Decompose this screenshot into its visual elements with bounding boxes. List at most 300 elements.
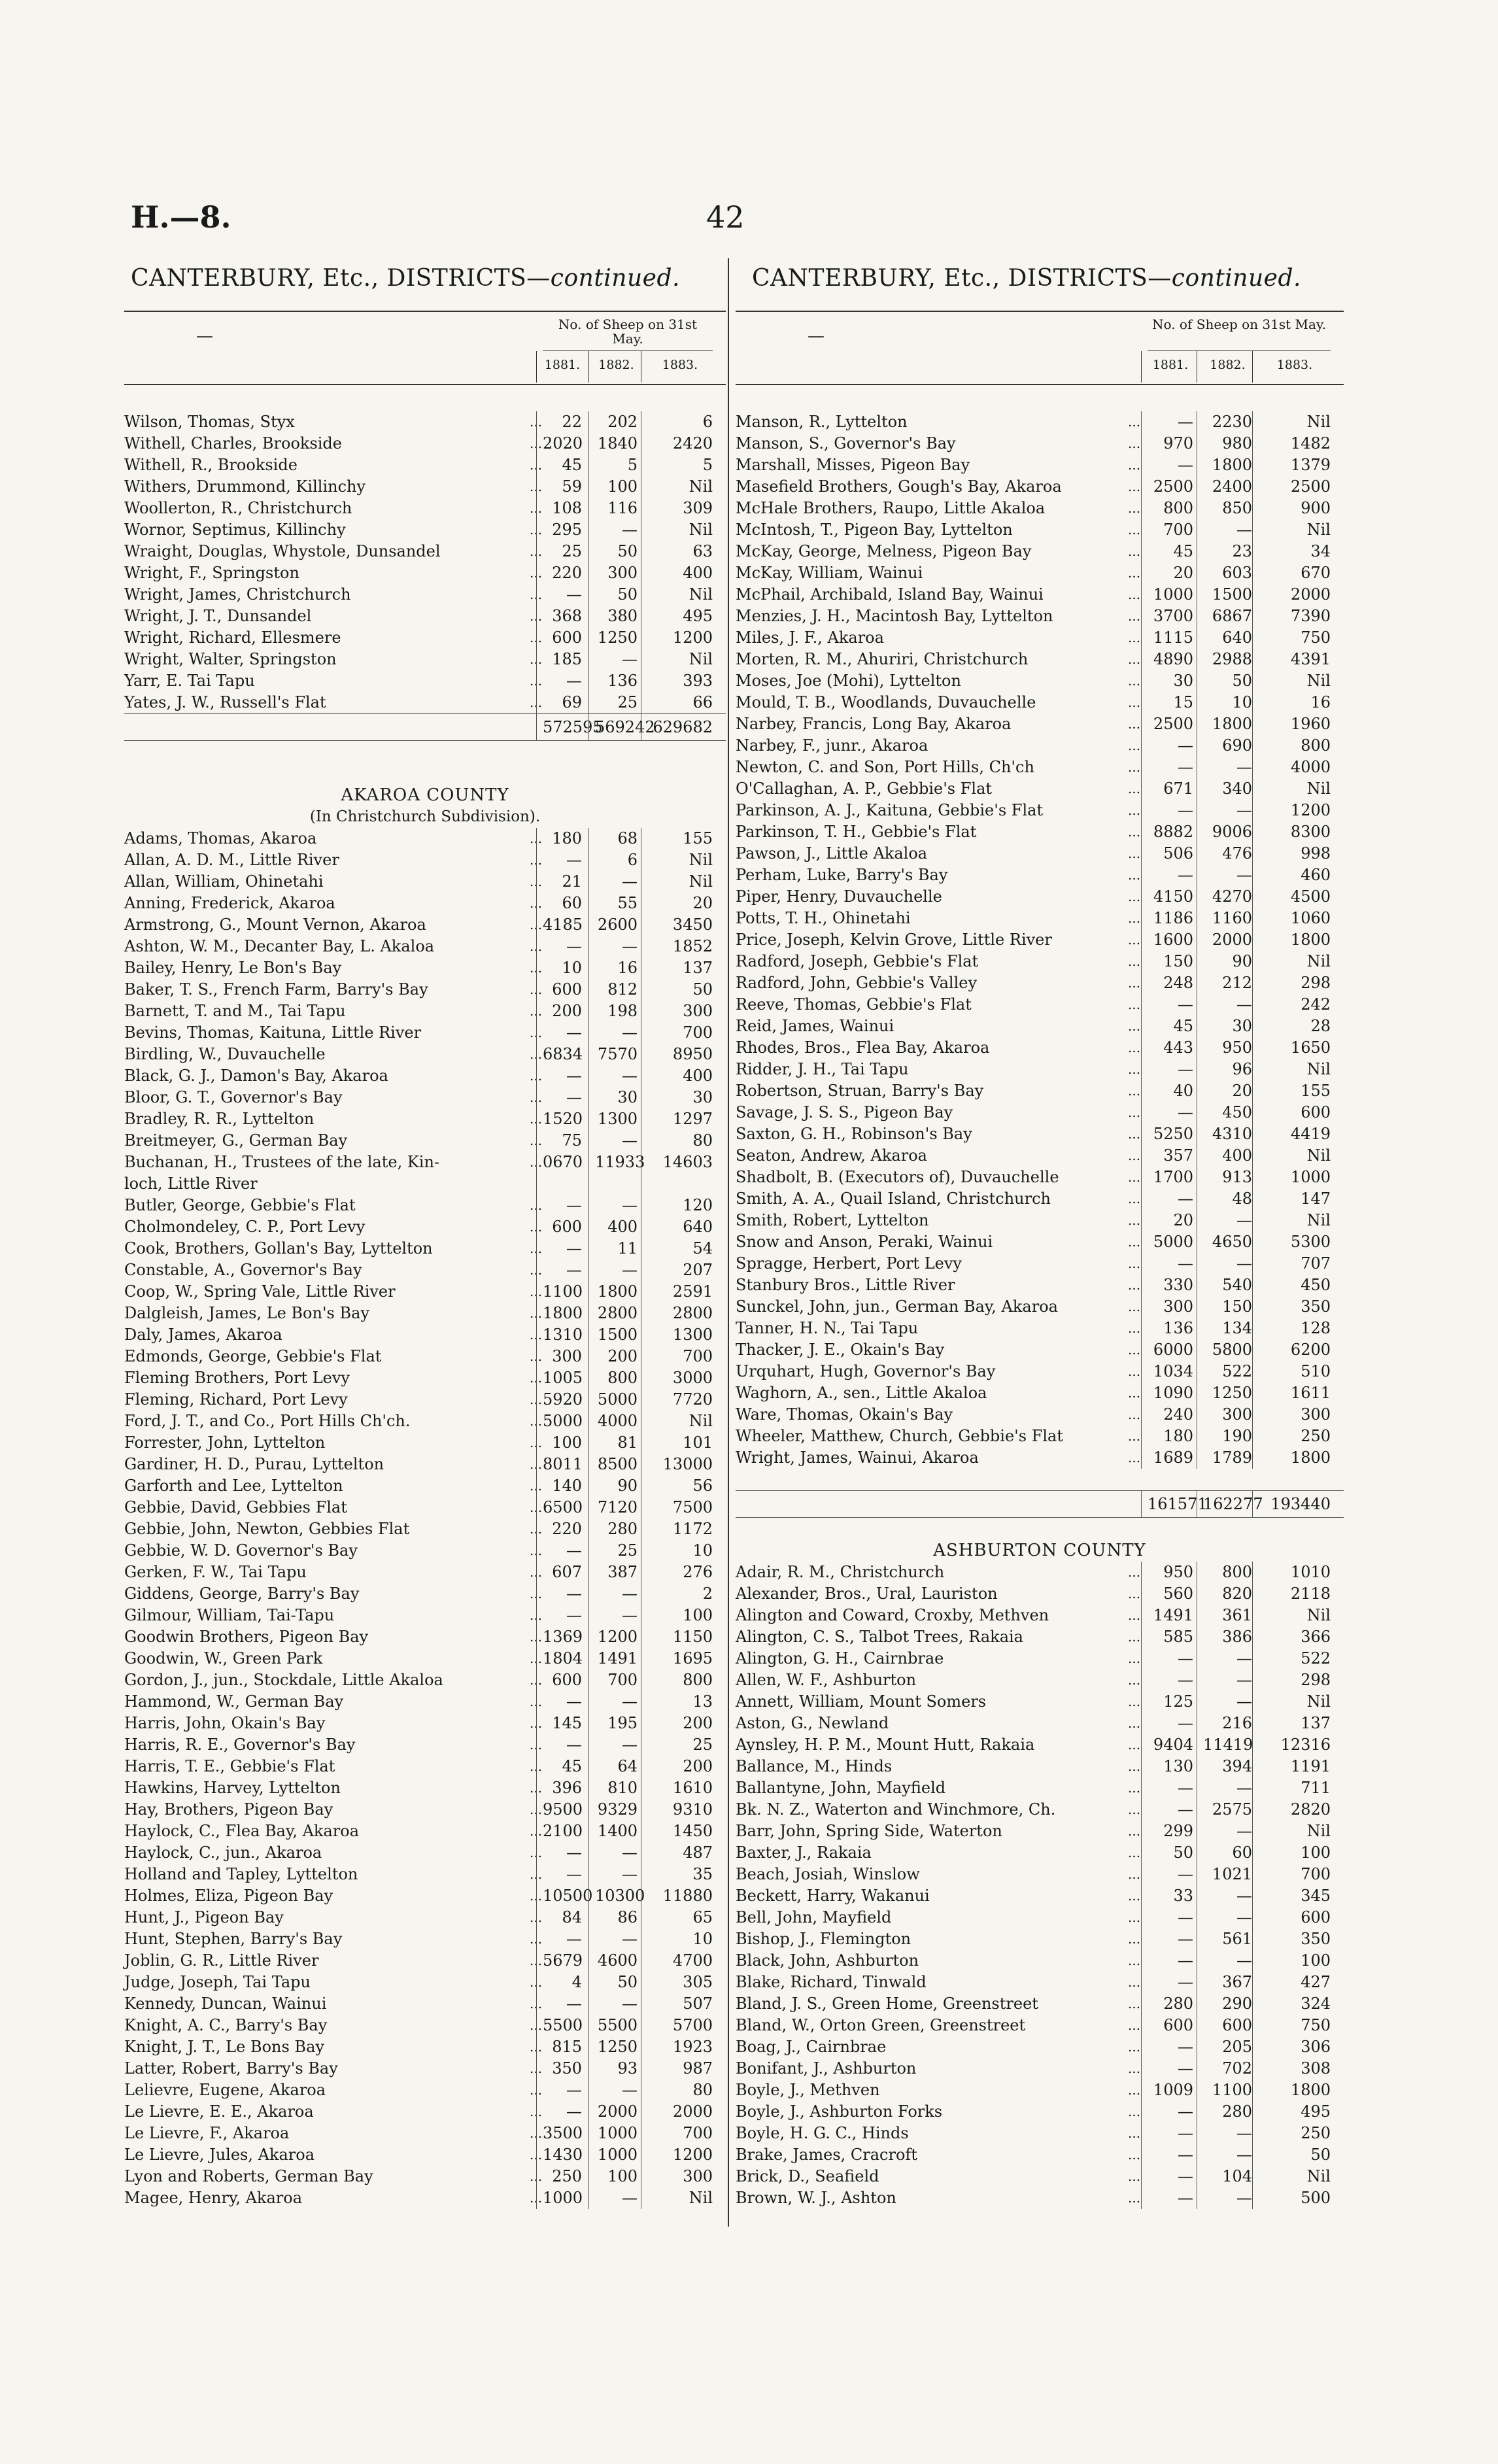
- column-header: [124, 311, 726, 385]
- leader-dots: ...: [1128, 608, 1141, 624]
- column-rule: [1141, 821, 1142, 843]
- sheep-count: —: [1178, 1865, 1193, 1883]
- column-rule: [536, 606, 537, 627]
- leader-dots: ...: [1128, 1256, 1141, 1271]
- sheep-count: 5500: [597, 2016, 638, 2034]
- sheep-count: —: [1178, 2189, 1193, 2207]
- column-rule: [588, 914, 589, 936]
- sheep-count: 1186: [1153, 909, 1193, 927]
- column-rule: [1252, 1339, 1253, 1361]
- holder-name: Brick, D., Seafield: [736, 2167, 879, 2185]
- leader-dots: ...: [1128, 2039, 1141, 2055]
- leader-dots: ...: [530, 1715, 543, 1731]
- sheep-count: 10: [692, 1930, 713, 1948]
- table-row: [736, 692, 1344, 713]
- holder-name: Barnett, T. and M., Tai Tapu: [124, 1002, 346, 1020]
- holder-name: Bland, W., Orton Green, Greenstreet: [736, 2016, 1026, 2034]
- column-rule: [1141, 1318, 1142, 1339]
- sheep-count: 10: [1232, 693, 1252, 711]
- sheep-count: —: [622, 650, 638, 668]
- column-rule: [1141, 994, 1142, 1016]
- column-rule: [1252, 1491, 1253, 1517]
- sheep-count: 1115: [1153, 628, 1193, 647]
- column-rule: [536, 2036, 537, 2058]
- column-rule: [1252, 1167, 1253, 1188]
- sheep-count: 34: [1310, 542, 1331, 560]
- column-rule: [588, 1346, 589, 1367]
- sheep-count: 205: [1222, 2038, 1252, 2056]
- header-spacer: [124, 385, 726, 411]
- table-row: [124, 1669, 726, 1691]
- leader-dots: ...: [530, 917, 543, 933]
- leader-dots: ...: [530, 1305, 543, 1321]
- right-heading-main: CANTERBURY, Etc., DISTRICTS—: [752, 265, 1172, 292]
- column-rule: [588, 519, 589, 541]
- table-row: [124, 1259, 726, 1281]
- sheep-count: —: [566, 1692, 582, 1711]
- leader-dots: ...: [1128, 651, 1141, 667]
- holder-name: Perham, Luke, Barry's Bay: [736, 866, 948, 884]
- sheep-count: 690: [1222, 736, 1252, 755]
- table-row: [124, 2101, 726, 2123]
- sheep-count: —: [1236, 1692, 1252, 1711]
- column-rule: [1252, 1583, 1253, 1605]
- sheep-count: 100: [607, 2167, 638, 2185]
- sheep-count: 1450: [672, 1822, 713, 1840]
- page-reference: H.—8.: [131, 199, 231, 235]
- total-value: 572595: [543, 718, 603, 736]
- holder-name: McPhail, Archibald, Island Bay, Wainui: [736, 585, 1044, 604]
- holder-name: Gordon, J., jun., Stockdale, Little Akaloa: [124, 1671, 443, 1689]
- leader-dots: ...: [1128, 932, 1141, 948]
- sheep-count: 800: [607, 1369, 638, 1387]
- sheep-count: 850: [1222, 499, 1252, 517]
- sheep-count: 1695: [672, 1649, 713, 1668]
- column-rule: [1252, 562, 1253, 584]
- leader-dots: ...: [530, 1672, 543, 1688]
- table-row: [736, 800, 1344, 821]
- column-rule: [536, 541, 537, 562]
- holder-name: McHale Brothers, Raupo, Little Akaloa: [736, 499, 1046, 517]
- column-rule: [536, 1993, 537, 2015]
- table-row: [124, 627, 726, 649]
- sheep-count: 8882: [1153, 823, 1193, 841]
- leader-dots: ...: [530, 1435, 543, 1450]
- sheep-count: 50: [1310, 2146, 1331, 2164]
- holder-name: Butler, George, Gebbie's Flat: [124, 1196, 356, 1214]
- leader-dots: ...: [530, 1413, 543, 1429]
- holder-name: Beckett, Harry, Wakanui: [736, 1887, 930, 1905]
- column-rule: [536, 1518, 537, 1540]
- column-rule: [588, 1432, 589, 1454]
- sheep-count: 65: [692, 1908, 713, 1926]
- holder-name: Piper, Henry, Duvauchelle: [736, 887, 942, 906]
- sheep-count: 108: [552, 499, 582, 517]
- holder-name: Radford, Joseph, Gebbie's Flat: [736, 952, 979, 970]
- sheep-count: 60: [1232, 1843, 1252, 1862]
- year-header: 1882.: [1210, 358, 1246, 372]
- table-row: [124, 1497, 726, 1518]
- sheep-count: 1000: [597, 2146, 638, 2164]
- leader-dots: ...: [1128, 522, 1141, 538]
- sheep-count: 4000: [1290, 758, 1331, 776]
- column-rule: [588, 2144, 589, 2166]
- leader-dots: ...: [530, 630, 543, 645]
- column-rule: [1141, 476, 1142, 498]
- table-row: [736, 886, 1344, 908]
- holder-name: Le Lievre, E. E., Akaroa: [124, 2102, 314, 2121]
- holder-name: Black, John, Ashburton: [736, 1951, 919, 1970]
- sheep-count: 600: [1301, 1908, 1331, 1926]
- column-rule: [588, 1475, 589, 1497]
- column-rule: [1252, 1713, 1253, 1734]
- table-row: [124, 1173, 726, 1195]
- sheep-count: —: [566, 1023, 582, 1042]
- leader-dots: ...: [1128, 1428, 1141, 1444]
- leader-dots: ...: [530, 1953, 543, 1968]
- sheep-count: 93: [617, 2059, 638, 2078]
- spacer: [124, 741, 726, 762]
- column-rule: [536, 1238, 537, 1259]
- sheep-count: —: [566, 672, 582, 690]
- sheep-count: 1852: [672, 937, 713, 955]
- sheep-count: 2100: [543, 1822, 583, 1840]
- sheep-count: 9006: [1212, 823, 1252, 841]
- column-rule: [588, 649, 589, 670]
- holder-name: Lelievre, Eugene, Akaroa: [124, 2081, 326, 2099]
- holder-name: Magee, Henry, Akaroa: [124, 2189, 303, 2207]
- sheep-count: 145: [552, 1714, 582, 1732]
- sheep-count: 7720: [672, 1390, 713, 1409]
- total-value: 162277: [1203, 1495, 1263, 1513]
- column-rule: [536, 1713, 537, 1734]
- leader-dots: ...: [530, 587, 543, 602]
- sheep-count: 16: [617, 959, 638, 977]
- sheep-count: 600: [1222, 2016, 1252, 2034]
- column-rule: [1141, 1080, 1142, 1102]
- leader-dots: ...: [530, 1456, 543, 1472]
- leader-dots: ...: [1128, 694, 1141, 710]
- holder-name: Knight, A. C., Barry's Bay: [124, 2016, 328, 2034]
- table-row: [736, 519, 1344, 541]
- holder-name: Gebbie, W. D. Governor's Bay: [124, 1541, 358, 1560]
- sheep-count: 600: [552, 980, 582, 999]
- sheep-count: 25: [617, 1541, 638, 1560]
- sheep-count: 340: [1222, 779, 1252, 798]
- column-rule: [536, 2058, 537, 2079]
- table-row: [736, 1950, 1344, 1972]
- sheep-count: —: [1178, 1951, 1193, 1970]
- sheep-count: —: [566, 1843, 582, 1862]
- sheep-count: 250: [1301, 1427, 1331, 1445]
- column-rule: [1252, 692, 1253, 713]
- leader-dots: ...: [1128, 2147, 1141, 2163]
- sheep-count: —: [622, 872, 638, 891]
- sheep-count: 155: [683, 829, 713, 847]
- leader-dots: ...: [530, 938, 543, 954]
- table-row: [124, 1108, 726, 1130]
- sheep-count: 6000: [1153, 1341, 1193, 1359]
- column-rule: [1141, 1993, 1142, 2015]
- sheep-count: 1000: [543, 2189, 583, 2207]
- sheep-count: 40: [1173, 1082, 1193, 1100]
- column-rule: [536, 1734, 537, 1756]
- holder-name: Goodwin, W., Green Park: [124, 1649, 323, 1668]
- sheep-count: 150: [1222, 1297, 1252, 1316]
- sheep-count: 13000: [662, 1455, 713, 1473]
- column-rule: [1252, 1059, 1253, 1080]
- sheep-count: 2000: [1290, 585, 1331, 604]
- column-rule: [1252, 800, 1253, 821]
- column-rule: [588, 1713, 589, 1734]
- sheep-count: 4185: [543, 915, 583, 934]
- sheep-count: 200: [552, 1002, 582, 1020]
- column-rule: [588, 1108, 589, 1130]
- right-heading-continued: continued.: [1171, 265, 1301, 292]
- column-rule: [588, 1173, 589, 1195]
- column-rule: [536, 871, 537, 893]
- leader-dots: ...: [1128, 565, 1141, 581]
- sheep-count: 9310: [672, 1800, 713, 1819]
- sheep-count: —: [622, 1584, 638, 1603]
- sheep-count: 600: [1163, 2016, 1193, 2034]
- sheep-count: 800: [1222, 1563, 1252, 1581]
- holder-name: Knight, J. T., Le Bons Bay: [124, 2038, 324, 2056]
- sheep-count: 185: [552, 650, 582, 668]
- sheep-count: 1034: [1153, 1362, 1193, 1380]
- holder-name: Ware, Thomas, Okain's Bay: [736, 1405, 953, 1424]
- sheep-count: 500: [1301, 2189, 1331, 2207]
- sheep-count: —: [1178, 1189, 1193, 1208]
- column-rule: [1252, 1080, 1253, 1102]
- leader-dots: ...: [1128, 1169, 1141, 1185]
- holder-name: Hay, Brothers, Pigeon Bay: [124, 1800, 333, 1819]
- holder-name: Alington and Coward, Croxby, Methven: [736, 1606, 1049, 1624]
- year-header: 1883.: [662, 358, 698, 372]
- sheep-count: 300: [607, 564, 638, 582]
- column-rule: [588, 1216, 589, 1238]
- table-row: [736, 1907, 1344, 1928]
- holder-name: Manson, S., Governor's Bay: [736, 434, 956, 453]
- spacer: [124, 762, 726, 784]
- column-rule: [1141, 519, 1142, 541]
- sheep-count: —: [566, 1930, 582, 1948]
- leader-dots: ...: [1128, 414, 1141, 430]
- table-row: [124, 1691, 726, 1713]
- leader-dots: ...: [1128, 436, 1141, 451]
- sheep-count: —: [622, 1994, 638, 2013]
- leader-dots: ...: [1128, 889, 1141, 904]
- column-rule: [1141, 1648, 1142, 1669]
- leader-dots: ...: [530, 1823, 543, 1839]
- column-rule: [536, 2144, 537, 2166]
- holder-name: Savage, J. S. S., Pigeon Bay: [736, 1103, 953, 1121]
- sheep-count: 510: [1301, 1362, 1331, 1380]
- sheep-count: 25: [692, 1736, 713, 1754]
- column-rule: [1141, 2144, 1142, 2166]
- sheep-count: 80: [692, 1131, 713, 1150]
- year-header: 1882.: [598, 358, 634, 372]
- column-rule: [1141, 1907, 1142, 1928]
- sheep-count: 69: [562, 693, 582, 711]
- table-row: [736, 1626, 1344, 1648]
- column-rule: [588, 2015, 589, 2036]
- holder-name: Brake, James, Cracroft: [736, 2146, 917, 2164]
- table-row: [736, 1864, 1344, 1885]
- sheep-count: 670: [1301, 564, 1331, 582]
- sheep-count: 2000: [597, 2102, 638, 2121]
- sheep-count: 1000: [597, 2124, 638, 2142]
- leader-dots: ...: [1128, 1607, 1141, 1623]
- table-row: [124, 1303, 726, 1324]
- table-row: [124, 1648, 726, 1669]
- column-rule: [1252, 1231, 1253, 1253]
- sheep-count: 750: [1301, 628, 1331, 647]
- column-rule: [1252, 1123, 1253, 1145]
- column-rule: [588, 1540, 589, 1562]
- column-rule: [1141, 1123, 1142, 1145]
- holder-name: Alexander, Bros., Ural, Lauriston: [736, 1584, 998, 1603]
- sheep-count: 276: [683, 1563, 713, 1581]
- table-row: [736, 1713, 1344, 1734]
- holder-name: Breitmeyer, G., German Bay: [124, 1131, 348, 1150]
- leader-dots: ...: [530, 960, 543, 976]
- column-rule: [1252, 1210, 1253, 1231]
- table-row: [124, 433, 726, 454]
- column-rule: [536, 1540, 537, 1562]
- column-rule: [1141, 1928, 1142, 1950]
- sheep-count: 50: [617, 1973, 638, 1991]
- table-row: [736, 1426, 1344, 1447]
- holder-name: Narbey, F., junr., Akaroa: [736, 736, 928, 755]
- column-rule: [588, 1259, 589, 1281]
- sheep-count: 16: [1310, 693, 1331, 711]
- column-rule: [1141, 757, 1142, 778]
- table-row: [124, 828, 726, 849]
- holder-name: Wilson, Thomas, Styx: [124, 413, 295, 431]
- column-rule: [1141, 1864, 1142, 1885]
- total-value: 193440: [1270, 1495, 1331, 1513]
- holder-name: Radford, John, Gebbie's Valley: [736, 974, 978, 992]
- column-rule: [588, 454, 589, 476]
- holder-name: Allen, W. F., Ashburton: [736, 1671, 917, 1689]
- leader-dots: ...: [1128, 1212, 1141, 1228]
- column-rule: [1141, 1691, 1142, 1713]
- holder-name: Gardiner, H. D., Purau, Lyttelton: [124, 1455, 384, 1473]
- sheep-count: —: [1236, 2124, 1252, 2142]
- leader-dots: ...: [1128, 587, 1141, 602]
- column-rule: [1141, 1059, 1142, 1080]
- table-row: [736, 821, 1344, 843]
- column-rule: [536, 1928, 537, 1950]
- sheep-count: 14603: [662, 1153, 713, 1171]
- sheep-count: 607: [552, 1563, 582, 1581]
- column-rule: [1141, 1210, 1142, 1231]
- column-rule: [588, 1044, 589, 1065]
- leader-dots: ...: [530, 1866, 543, 1882]
- sheep-count: 299: [1163, 1822, 1193, 1840]
- sheep-count: 387: [607, 1563, 638, 1581]
- table-row: [124, 893, 726, 914]
- sheep-count: 250: [552, 2167, 582, 2185]
- column-rule: [536, 411, 537, 433]
- table-row: [736, 929, 1344, 951]
- leader-dots: ...: [1128, 479, 1141, 494]
- holder-name: Bailey, Henry, Le Bon's Bay: [124, 959, 342, 977]
- holder-name: Hammond, W., German Bay: [124, 1692, 344, 1711]
- sheep-count: 3700: [1153, 607, 1193, 625]
- sheep-count: —: [1236, 995, 1252, 1014]
- table-row: [124, 1022, 726, 1044]
- sheep-count: 21: [562, 872, 582, 891]
- leader-dots: ...: [530, 1888, 543, 1904]
- sheep-count: 2400: [1212, 477, 1252, 496]
- column-rule: [1252, 1188, 1253, 1210]
- sheep-count: 600: [552, 628, 582, 647]
- sheep-count: 5920: [543, 1390, 583, 1409]
- sheep-count: 450: [1222, 1103, 1252, 1121]
- table-row: [124, 1411, 726, 1432]
- holder-name: Alington, G. H., Cairnbrae: [736, 1649, 944, 1668]
- sheep-count: —: [1178, 1060, 1193, 1078]
- total-value: 569242: [595, 718, 655, 736]
- holder-name: Sunckel, John, jun., German Bay, Akaroa: [736, 1297, 1058, 1316]
- table-row: [736, 1275, 1344, 1296]
- sheep-count: —: [566, 1239, 582, 1258]
- column-rule: [1141, 1950, 1142, 1972]
- table-row: [124, 1842, 726, 1864]
- holder-name: Dalgleish, James, Le Bon's Bay: [124, 1304, 369, 1322]
- column-rule: [1252, 994, 1253, 1016]
- holder-name: Giddens, George, Barry's Bay: [124, 1584, 360, 1603]
- leader-dots: ...: [530, 982, 543, 997]
- leader-dots: ...: [530, 1284, 543, 1299]
- sheep-count: 90: [617, 1477, 638, 1495]
- holder-name: Stanbury Bros., Little River: [736, 1276, 955, 1294]
- sheep-count: 130: [1163, 1757, 1193, 1775]
- sheep-count: 1840: [597, 434, 638, 453]
- leader-dots: ...: [530, 2168, 543, 2184]
- column-rule: [1141, 972, 1142, 994]
- sheep-count: 1800: [1212, 456, 1252, 474]
- column-rule: [1141, 670, 1142, 692]
- leader-dots: ...: [1128, 1320, 1141, 1336]
- column-rule: [588, 2166, 589, 2187]
- leader-dots: ...: [1128, 802, 1141, 818]
- holder-name: Ballance, M., Hinds: [736, 1757, 893, 1775]
- table-row: [736, 1447, 1344, 1469]
- table-row: [736, 994, 1344, 1016]
- sheep-count: 300: [552, 1347, 582, 1365]
- sheep-count: Nil: [689, 851, 713, 869]
- table-row: [124, 1087, 726, 1108]
- sheep-count: 120: [683, 1196, 713, 1214]
- column-rule: [536, 1432, 537, 1454]
- column-rule: [1141, 2187, 1142, 2209]
- column-rule: [1141, 1799, 1142, 1821]
- sheep-count: —: [1236, 2146, 1252, 2164]
- column-rule: [1141, 843, 1142, 864]
- column-rule: [588, 2079, 589, 2101]
- sheep-count: 700: [1301, 1865, 1331, 1883]
- column-rule: [1252, 1821, 1253, 1842]
- column-rule: [1252, 1864, 1253, 1885]
- sheep-count: —: [1178, 1779, 1193, 1797]
- sheep-count: Nil: [689, 521, 713, 539]
- sheep-count: 2988: [1212, 650, 1252, 668]
- table-row: [736, 2015, 1344, 2036]
- sheep-count: 1800: [597, 1282, 638, 1301]
